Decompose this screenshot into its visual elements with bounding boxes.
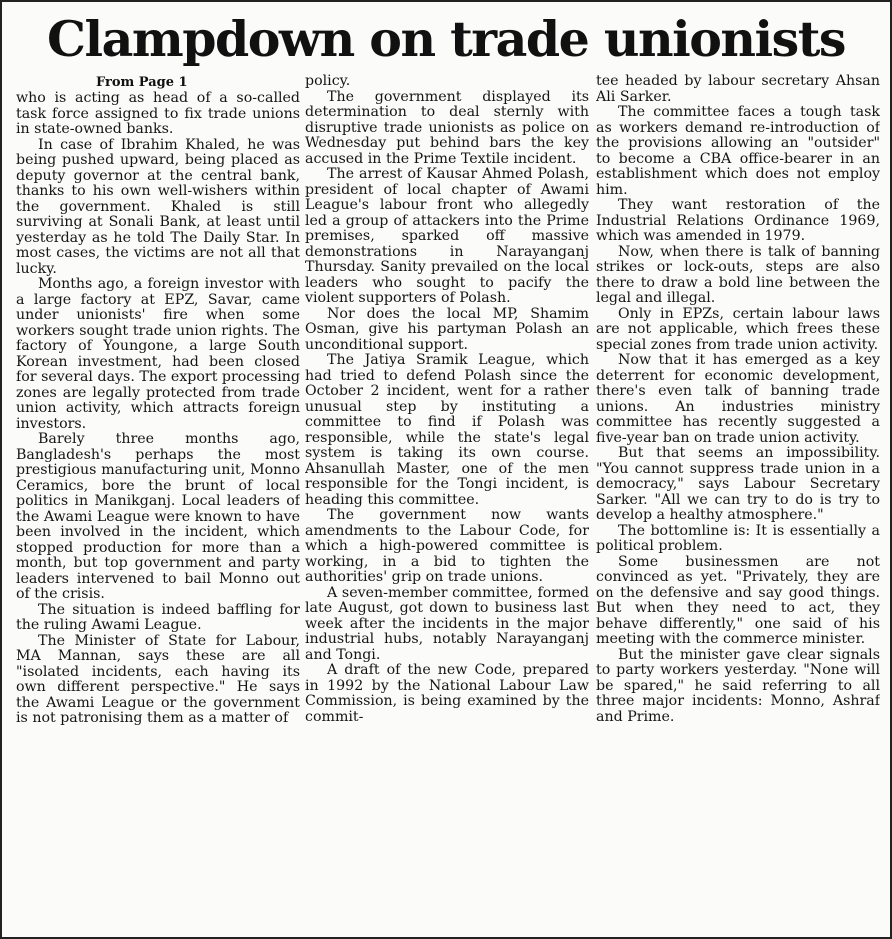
paragraph: The Jatiya Sramik League, which had tried to defend Polash since the October 2 incident, went for a rather unusual step by instituting a committee to find if Polash was responsible, while the state's legal system is taking its own course. Ahsanullah Master, one of the men responsible for the Tongi incident, is heading this committee.	[305, 352, 589, 508]
column-1	[16, 74, 300, 929]
paragraph: The government now wants amendments to the Labour Code, for which a high-powered committee is working, in a bid to tighten the authorities' grip on trade unions.	[305, 507, 589, 585]
paragraph: tee headed by labour secretary Ahsan Ali Sarker.	[596, 74, 880, 105]
paragraph: In case of Ibrahim Khaled, he was being pushed upward, being placed as deputy governor at the central bank, thanks to his own well-wishers within the government. Khaled is still surviving at Sonali Bank, at least until yesterday as he told The Daily Star. In most cases, the victims are not all that lucky.	[16, 136, 300, 277]
paragraph: They want restoration of the Industrial Relations Ordinance 1969, which was amended in 1979.	[596, 197, 880, 244]
paragraph: The bottomline is: It is essentially a political problem.	[596, 522, 880, 554]
paragraph: Barely three months ago, Bangladesh's perhaps the most prestigious manufacturing unit, Monno Ceramics, bore the brunt of local politics in Manikganj. Local leaders of the Awami League were known to have been involved in the incident, which stopped production for more than a month, but top government and party leaders intervened to bail Monno out of the crisis.	[16, 431, 300, 602]
paragraph: The Minister of State for Labour, MA Mannan, says these are all "isolated incidents, each having its own different perspective." He says the Awami League or the government is not patronising them as a matter of	[16, 632, 300, 726]
paragraph: who is acting as head of a so-called task force assigned to fix trade unions in state-owned banks.	[16, 90, 300, 137]
paragraph: The situation is indeed baffling for the ruling Awami League.	[16, 601, 300, 633]
headline: Clampdown on trade unionists	[47, 10, 845, 68]
paragraph: But that seems an impossibility. "You cannot suppress trade union in a democracy," says Labour Secretary Sarker. "All we can try to do is try to develop a healthy atmosphere."	[596, 445, 880, 523]
paragraph: Now, when there is talk of banning strikes or lock-outs, steps are also there to draw a bold line between the legal and illegal.	[596, 243, 880, 306]
paragraph: Nor does the local MP, Shamim Osman, give his partyman Polash an unconditional support.	[305, 305, 589, 353]
paragraph: Now that it has emerged as a key deterrent for economic development, there's even talk of banning trade unions. An industries ministry committee has recently suggested a five-year ban on trade union activity.	[596, 352, 880, 446]
paragraph: A seven-member committee, formed late August, got down to business last week after the incidents in the major industrial hubs, notably Narayanganj and Tongi.	[305, 584, 589, 663]
paragraph: Only in EPZs, certain labour laws are not applicable, which frees these special zones from trade union activity.	[596, 305, 880, 353]
paragraph: The arrest of Kausar Ahmed Polash, president of local chapter of Awami League's labour front who allegedly led a group of attackers into the Prime premises, sparked off massive demonstrations in Narayanganj Thursday. Sanity prevailed on the local leaders who sought to pacify the violent supporters of Polash.	[305, 166, 589, 306]
paragraph: A draft of the new Code, prepared in 1992 by the National Labour Law Commission, is being examined by the commit-	[305, 662, 589, 725]
paragraph: The committee faces a tough task as workers demand re-introduction of the provisions allowing an "outsider" to become a CBA office-bearer in an establishment which does not employ him.	[596, 104, 880, 198]
column-3	[596, 74, 880, 929]
column-2	[305, 74, 589, 929]
paragraph: But the minister gave clear signals to party workers yesterday. "None will be spared," he said referring to all three major incidents: Monno, Ashraf and Prime.	[596, 646, 880, 725]
paragraph: Some businessmen are not convinced as yet. "Privately, they are on the defensive and say good things. But when they need to act, they behave differently," one said of his meeting with the commerce minister.	[596, 553, 880, 647]
paragraph: policy.	[305, 74, 351, 89]
paragraph: The government displayed its determination to deal sternly with disruptive trade unionists as police on Wednesday put behind bars the key accused in the Prime Textile incident.	[305, 88, 589, 167]
paragraph: Months ago, a foreign investor with a large factory at EPZ, Savar, came under unionists' fire when some workers sought trade union rights. The factory of Youngone, a large South Korean investment, had been closed for several days. The export processing zones are legally protected from trade union activity, which attracts foreign investors.	[16, 276, 300, 432]
jump-label: From Page 1	[96, 75, 188, 90]
